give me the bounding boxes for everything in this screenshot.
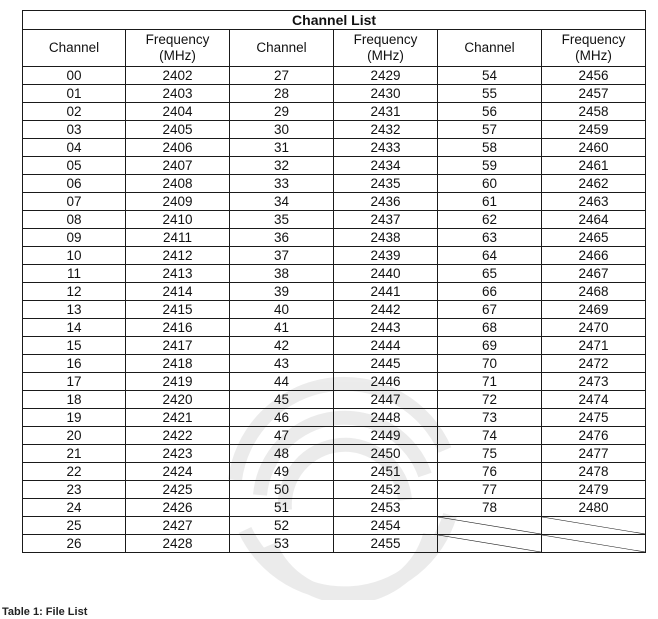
frequency-cell: 2478 — [542, 463, 646, 481]
table-row — [23, 139, 646, 157]
frequency-cell: 2470 — [542, 319, 646, 337]
column-header: Channel — [230, 30, 334, 67]
frequency-cell: 2443 — [334, 319, 438, 337]
frequency-cell: 2438 — [334, 229, 438, 247]
channel-cell: 57 — [438, 121, 542, 139]
frequency-cell: 2404 — [126, 103, 230, 121]
channel-cell: 42 — [230, 337, 334, 355]
channel-cell: 52 — [230, 517, 334, 535]
table-row — [23, 301, 646, 319]
frequency-cell: 2464 — [542, 211, 646, 229]
frequency-cell: 2433 — [334, 139, 438, 157]
diagonal-strike — [438, 517, 541, 534]
channel-cell: 01 — [23, 85, 126, 103]
frequency-cell: 2440 — [334, 265, 438, 283]
table-row — [23, 193, 646, 211]
table-caption: Table 1: File List — [2, 606, 88, 618]
frequency-cell: 2456 — [542, 67, 646, 85]
channel-cell: 04 — [23, 139, 126, 157]
table-row — [23, 85, 646, 103]
table-row — [23, 121, 646, 139]
frequency-cell: 2409 — [126, 193, 230, 211]
frequency-cell: 2417 — [126, 337, 230, 355]
column-header: Channel — [438, 30, 542, 67]
frequency-cell: 2474 — [542, 391, 646, 409]
channel-cell: 49 — [230, 463, 334, 481]
frequency-cell: 2457 — [542, 85, 646, 103]
channel-cell: 40 — [230, 301, 334, 319]
channel-cell: 03 — [23, 121, 126, 139]
frequency-cell: 2447 — [334, 391, 438, 409]
channel-cell: 12 — [23, 283, 126, 301]
frequency-cell: 2444 — [334, 337, 438, 355]
channel-cell: 73 — [438, 409, 542, 427]
frequency-cell: 2480 — [542, 499, 646, 517]
channel-cell: 76 — [438, 463, 542, 481]
channel-cell: 26 — [23, 535, 126, 553]
channel-cell: 27 — [230, 67, 334, 85]
frequency-cell: 2430 — [334, 85, 438, 103]
empty-cell — [542, 517, 646, 535]
channel-cell: 22 — [23, 463, 126, 481]
channel-cell: 58 — [438, 139, 542, 157]
column-header: Channel — [23, 30, 126, 67]
channel-cell: 46 — [230, 409, 334, 427]
channel-cell: 59 — [438, 157, 542, 175]
table-row — [23, 481, 646, 499]
frequency-cell: 2454 — [334, 517, 438, 535]
frequency-cell: 2411 — [126, 229, 230, 247]
channel-cell: 25 — [23, 517, 126, 535]
column-header: Frequency (MHz) — [126, 30, 230, 67]
table-title: Channel List — [23, 11, 646, 30]
table-row — [23, 157, 646, 175]
channel-cell: 23 — [23, 481, 126, 499]
table-row — [23, 229, 646, 247]
table-body — [23, 67, 646, 553]
table-row — [23, 409, 646, 427]
frequency-cell: 2461 — [542, 157, 646, 175]
channel-cell: 74 — [438, 427, 542, 445]
channel-cell: 34 — [230, 193, 334, 211]
column-header: Frequency (MHz) — [334, 30, 438, 67]
frequency-cell: 2435 — [334, 175, 438, 193]
frequency-cell: 2451 — [334, 463, 438, 481]
frequency-cell: 2436 — [334, 193, 438, 211]
frequency-cell: 2407 — [126, 157, 230, 175]
table-row — [23, 427, 646, 445]
table-row — [23, 67, 646, 85]
frequency-cell: 2439 — [334, 247, 438, 265]
table-header-row — [23, 30, 646, 67]
table-row — [23, 535, 646, 553]
frequency-cell: 2459 — [542, 121, 646, 139]
frequency-cell: 2427 — [126, 517, 230, 535]
frequency-cell: 2455 — [334, 535, 438, 553]
diagonal-strike — [542, 535, 645, 552]
table-row — [23, 247, 646, 265]
diagonal-strike — [438, 535, 541, 552]
channel-cell: 06 — [23, 175, 126, 193]
table-row — [23, 175, 646, 193]
table-row — [23, 373, 646, 391]
channel-cell: 65 — [438, 265, 542, 283]
channel-cell: 51 — [230, 499, 334, 517]
channel-cell: 05 — [23, 157, 126, 175]
frequency-cell: 2414 — [126, 283, 230, 301]
table-row — [23, 319, 646, 337]
channel-cell: 08 — [23, 211, 126, 229]
empty-cell — [542, 535, 646, 553]
frequency-cell: 2446 — [334, 373, 438, 391]
frequency-cell: 2405 — [126, 121, 230, 139]
frequency-cell: 2460 — [542, 139, 646, 157]
frequency-cell: 2471 — [542, 337, 646, 355]
channel-cell: 70 — [438, 355, 542, 373]
channel-cell: 61 — [438, 193, 542, 211]
channel-cell: 78 — [438, 499, 542, 517]
channel-cell: 31 — [230, 139, 334, 157]
channel-cell: 64 — [438, 247, 542, 265]
frequency-cell: 2422 — [126, 427, 230, 445]
frequency-cell: 2473 — [542, 373, 646, 391]
frequency-cell: 2426 — [126, 499, 230, 517]
table-row — [23, 283, 646, 301]
channel-cell: 66 — [438, 283, 542, 301]
channel-cell: 29 — [230, 103, 334, 121]
frequency-cell: 2437 — [334, 211, 438, 229]
frequency-cell: 2441 — [334, 283, 438, 301]
channel-cell: 36 — [230, 229, 334, 247]
channel-cell: 41 — [230, 319, 334, 337]
frequency-cell: 2453 — [334, 499, 438, 517]
frequency-cell: 2420 — [126, 391, 230, 409]
frequency-cell: 2423 — [126, 445, 230, 463]
channel-cell: 15 — [23, 337, 126, 355]
channel-cell: 56 — [438, 103, 542, 121]
channel-cell: 68 — [438, 319, 542, 337]
frequency-cell: 2424 — [126, 463, 230, 481]
channel-cell: 67 — [438, 301, 542, 319]
channel-cell: 72 — [438, 391, 542, 409]
table-row — [23, 445, 646, 463]
frequency-cell: 2479 — [542, 481, 646, 499]
frequency-cell: 2475 — [542, 409, 646, 427]
channel-cell: 10 — [23, 247, 126, 265]
channel-cell: 32 — [230, 157, 334, 175]
channel-cell: 47 — [230, 427, 334, 445]
table-row — [23, 463, 646, 481]
frequency-cell: 2416 — [126, 319, 230, 337]
frequency-cell: 2410 — [126, 211, 230, 229]
frequency-cell: 2452 — [334, 481, 438, 499]
channel-cell: 35 — [230, 211, 334, 229]
table-row — [23, 265, 646, 283]
channel-cell: 77 — [438, 481, 542, 499]
table-row — [23, 499, 646, 517]
channel-cell: 48 — [230, 445, 334, 463]
frequency-cell: 2402 — [126, 67, 230, 85]
frequency-cell: 2434 — [334, 157, 438, 175]
channel-cell: 63 — [438, 229, 542, 247]
channel-cell: 38 — [230, 265, 334, 283]
frequency-cell: 2476 — [542, 427, 646, 445]
channel-cell: 19 — [23, 409, 126, 427]
frequency-cell: 2413 — [126, 265, 230, 283]
channel-cell: 75 — [438, 445, 542, 463]
channel-cell: 14 — [23, 319, 126, 337]
channel-cell: 28 — [230, 85, 334, 103]
channel-cell: 60 — [438, 175, 542, 193]
frequency-cell: 2418 — [126, 355, 230, 373]
channel-cell: 21 — [23, 445, 126, 463]
diagonal-strike — [542, 517, 645, 534]
channel-cell: 62 — [438, 211, 542, 229]
channel-cell: 50 — [230, 481, 334, 499]
frequency-cell: 2477 — [542, 445, 646, 463]
frequency-cell: 2448 — [334, 409, 438, 427]
channel-cell: 02 — [23, 103, 126, 121]
frequency-cell: 2421 — [126, 409, 230, 427]
channel-cell: 37 — [230, 247, 334, 265]
channel-cell: 43 — [230, 355, 334, 373]
channel-cell: 71 — [438, 373, 542, 391]
frequency-cell: 2462 — [542, 175, 646, 193]
empty-cell — [438, 535, 542, 553]
channel-cell: 07 — [23, 193, 126, 211]
table-title-row — [23, 11, 646, 30]
frequency-cell: 2449 — [334, 427, 438, 445]
frequency-cell: 2469 — [542, 301, 646, 319]
frequency-cell: 2450 — [334, 445, 438, 463]
table-row — [23, 337, 646, 355]
frequency-cell: 2408 — [126, 175, 230, 193]
frequency-cell: 2419 — [126, 373, 230, 391]
channel-list-table — [22, 10, 646, 553]
frequency-cell: 2403 — [126, 85, 230, 103]
frequency-cell: 2467 — [542, 265, 646, 283]
table-row — [23, 391, 646, 409]
frequency-cell: 2406 — [126, 139, 230, 157]
table-row — [23, 517, 646, 535]
channel-cell: 11 — [23, 265, 126, 283]
table-row — [23, 355, 646, 373]
channel-cell: 55 — [438, 85, 542, 103]
frequency-cell: 2431 — [334, 103, 438, 121]
column-header: Frequency (MHz) — [542, 30, 646, 67]
frequency-cell: 2468 — [542, 283, 646, 301]
frequency-cell: 2412 — [126, 247, 230, 265]
channel-cell: 39 — [230, 283, 334, 301]
channel-cell: 24 — [23, 499, 126, 517]
channel-cell: 13 — [23, 301, 126, 319]
channel-cell: 44 — [230, 373, 334, 391]
frequency-cell: 2466 — [542, 247, 646, 265]
frequency-cell: 2425 — [126, 481, 230, 499]
frequency-cell: 2432 — [334, 121, 438, 139]
frequency-cell: 2442 — [334, 301, 438, 319]
channel-cell: 17 — [23, 373, 126, 391]
frequency-cell: 2429 — [334, 67, 438, 85]
table-row — [23, 103, 646, 121]
channel-cell: 69 — [438, 337, 542, 355]
frequency-cell: 2465 — [542, 229, 646, 247]
channel-cell: 18 — [23, 391, 126, 409]
channel-cell: 09 — [23, 229, 126, 247]
frequency-cell: 2445 — [334, 355, 438, 373]
channel-cell: 30 — [230, 121, 334, 139]
channel-cell: 00 — [23, 67, 126, 85]
channel-cell: 16 — [23, 355, 126, 373]
empty-cell — [438, 517, 542, 535]
frequency-cell: 2472 — [542, 355, 646, 373]
frequency-cell: 2428 — [126, 535, 230, 553]
channel-cell: 33 — [230, 175, 334, 193]
frequency-cell: 2463 — [542, 193, 646, 211]
channel-cell: 45 — [230, 391, 334, 409]
channel-cell: 54 — [438, 67, 542, 85]
channel-cell: 20 — [23, 427, 126, 445]
frequency-cell: 2458 — [542, 103, 646, 121]
table-row — [23, 211, 646, 229]
frequency-cell: 2415 — [126, 301, 230, 319]
channel-cell: 53 — [230, 535, 334, 553]
